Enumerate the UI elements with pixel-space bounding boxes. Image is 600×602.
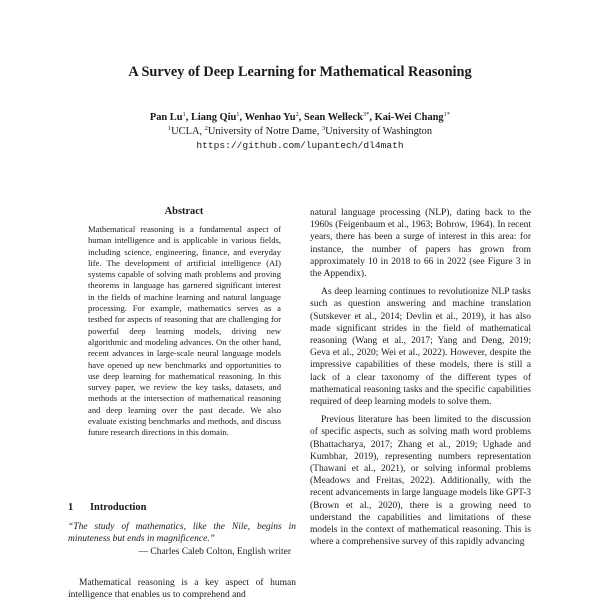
- intro-paragraph: Mathematical reasoning is a key aspect of human intelligence that enables us to comprehend and: [68, 578, 296, 601]
- abstract-heading: Abstract: [164, 206, 204, 217]
- affiliation-mark: 2: [204, 125, 208, 132]
- affiliation-mark: 3: [321, 125, 326, 132]
- author-mark: 2: [295, 111, 299, 118]
- repository-link[interactable]: https://github.com/lupantech/dl4math: [196, 140, 404, 151]
- section-heading-introduction: [68, 502, 146, 513]
- author-mark: 1: [236, 111, 240, 118]
- affiliation-name: University of Notre Dame: [207, 126, 317, 137]
- body-paragraph: As deep learning continues to revolutionize NLP tasks such as question answering and machine translation (Sutskever et al., 2014; Devlin et al., 2019), it has also made significant strides in the field of mathematical reasoning (Wang et al., 2017; Yang and Deng, 2019; Geva et al., 2020; Wei et al., 2022). However, despite the impressive capabilities of these models, there is still a lack of a clear taxonomy of the different types of mathematical reasoning tasks and the specific capabilities required of deep learning models to solve them.: [310, 287, 531, 408]
- author-name: Liang Qiu: [190, 112, 237, 123]
- author-name: Wenhao Yu: [244, 112, 296, 123]
- section-title: Introduction: [90, 502, 147, 513]
- affiliation-list: $^1$UCLA, $^2$University of Notre Dame, $^3$University of Washington: [167, 125, 433, 137]
- affiliation-mark: 1: [167, 125, 172, 132]
- body-paragraph: Previous literature has been limited to the discussion of specific aspects, such as solving math word problems (Bhattacharya, 2017; Zhang et al., 2019; Ughade and Kumbhar, 2019), representing numbers representation (Thawani et al., 2021), or solving informal problems (Meadows and Freitas, 2022). Additionally, with the recent advancements in large language models like GPT-3 (Brown et al., 2020), there is a growing need to understand the capabilities and limitations of these models in the context of mathematical reasoning. This is where a comprehensive survey of this rapidly advancing: [310, 415, 531, 548]
- author-mark: 1: [182, 111, 186, 118]
- right-column: [310, 207, 531, 554]
- affiliation-name: University of Washington: [325, 126, 433, 137]
- author-name: Pan Lu: [149, 112, 183, 123]
- paper-title: A Survey of Deep Learning for Mathematical Reasoning: [128, 64, 472, 80]
- author-name: Kai-Wei Chang: [374, 112, 444, 123]
- author-list: Pan Lu$^1$, Liang Qiu$^1$, Wenhao Yu$^2$, Sean Welleck$^{3*}$, Kai-Wei Chang$^{1*}$: [149, 111, 451, 123]
- section-number: 1: [68, 502, 74, 513]
- abstract-text: Mathematical reasoning is a fundamental aspect of human intelligence and is applicable in various fields, including science, engineering, finance, and everyday life. The development of artificial intelligence (AI) systems capable of solving math problems and proving theorems in language has garnered significant interest in the fields of machine learning and natural language processing. For example, mathematics serves as a testbed for aspects of reasoning that are challenging for powerful deep learning models, driving new algorithmic and modeling advances. On the other hand, recent advances in large-scale neural language models have opened up new benchmarks and opportunities to use deep learning for mathematical reasoning. In this survey paper, we review the key tasks, datasets, and methods at the intersection of mathematical reasoning and deep learning over the past decade. We also evaluate existing benchmarks and methods, and discuss future research directions in this domain.: [88, 224, 281, 438]
- epigraph-quote: “The study of mathematics, like the Nile, begins in minuteness but ends in magnificence.”: [68, 522, 296, 545]
- affiliation-name: UCLA: [171, 126, 200, 137]
- author-mark: 3*: [362, 111, 370, 118]
- epigraph-attribution: — Charles Caleb Colton, English writer: [138, 547, 291, 557]
- author-name: Sean Welleck: [303, 112, 363, 123]
- body-paragraph: natural language processing (NLP), dating back to the 1960s (Feigenbaum et al., 1963; Bobrow, 1964). In recent years, there has been a surge of interest in this area: for instance, the number of papers has grown from approximately 10 in 2018 to 66 in 2022 (see Figure 3 in the Appendix).: [310, 208, 531, 280]
- author-mark: 1*: [443, 111, 451, 118]
